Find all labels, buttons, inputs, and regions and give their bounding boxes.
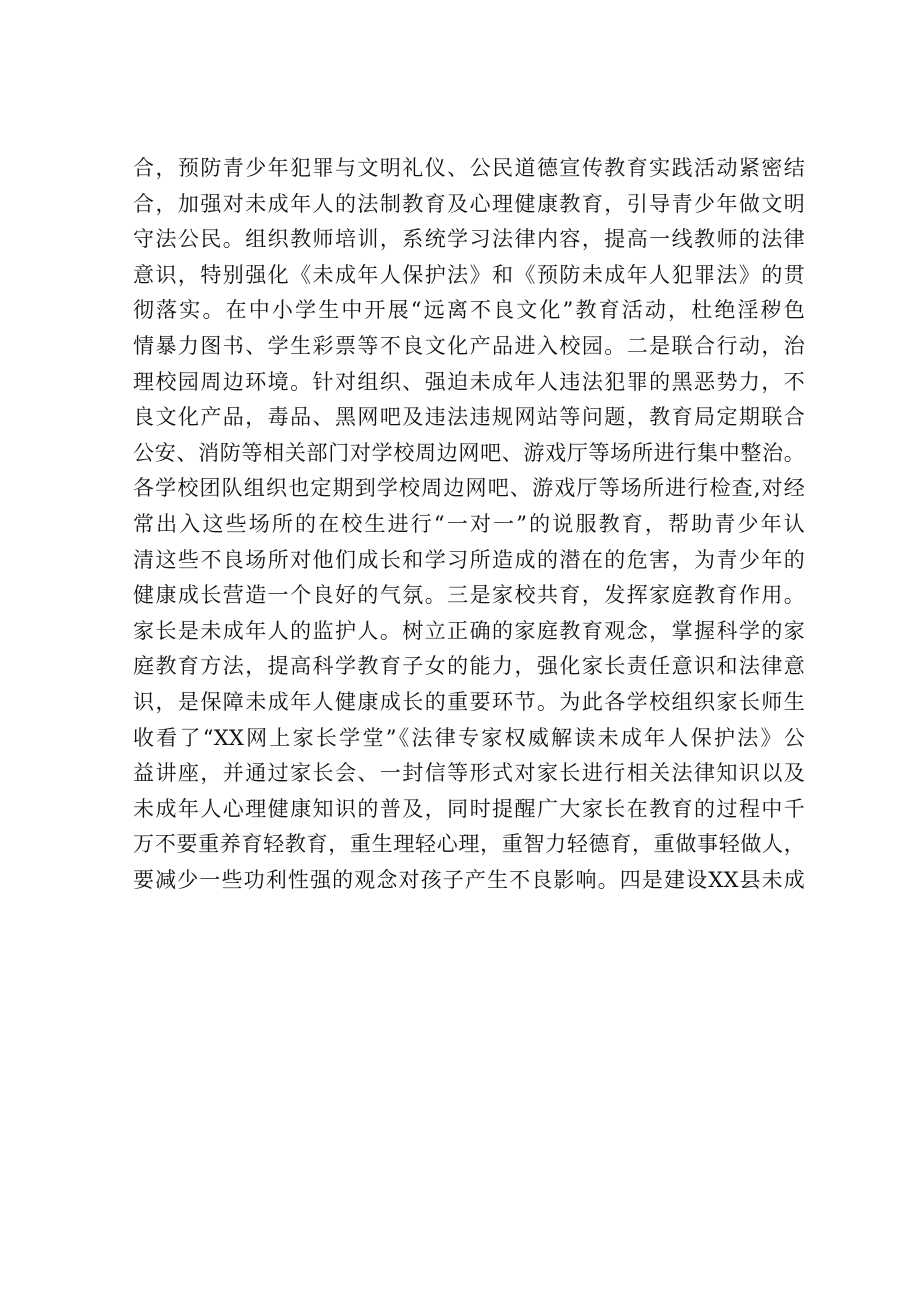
text-line-9: 公安、消防等相关部门对学校周边网吧、游戏厅等场所进行集中整治。 [133,440,805,465]
text-line-21: 要减少一些功利性强的观念对孩子产生不良影响。四是建设XX县未成 [133,867,805,892]
text-line-17: 收看了“XX网上家长学堂”《法律专家权威解读未成年人保护法》公 [133,725,805,750]
text-line-2: 合，加强对未成年人的法制教育及心理健康教育，引导青少年做文明 [133,191,805,216]
text-line-15: 庭教育方法，提高科学教育子女的能力，强化家长责任意识和法律意 [133,654,805,679]
text-line-5: 彻落实。在中小学生中开展“远离不良文化”教育活动，杜绝淫秽色 [133,298,805,323]
text-line-14: 家长是未成年人的监护人。树立正确的家庭教育观念，掌握科学的家 [133,618,805,643]
text-line-7: 理校园周边环境。针对组织、强迫未成年人违法犯罪的黑恶势力，不 [133,369,805,394]
text-line-6: 情暴力图书、学生彩票等不良文化产品进入校园。二是联合行动，治 [133,333,805,358]
text-line-18: 益讲座，并通过家长会、一封信等形式对家长进行相关法律知识以及 [133,761,805,786]
text-line-4: 意识，特别强化《未成年人保护法》和《预防未成年人犯罪法》的贯 [133,262,805,287]
text-line-3: 守法公民。组织教师培训，系统学习法律内容，提高一线教师的法律 [133,227,805,252]
text-line-10: 各学校团队组织也定期到学校周边网吧、游戏厅等场所进行检查,对经 [133,476,805,501]
text-line-13: 健康成长营造一个良好的气氛。三是家校共育，发挥家庭教育作用。 [133,583,805,608]
text-line-8: 良文化产品，毒品、黑网吧及违法违规网站等问题，教育局定期联合 [133,405,805,430]
text-line-20: 万不要重养育轻教育，重生理轻心理，重智力轻德育，重做事轻做人， [133,832,805,857]
text-line-16: 识，是保障未成年人健康成长的重要环节。为此各学校组织家长师生 [133,689,805,714]
text-line-11: 常出入这些场所的在校生进行“一对一”的说服教育，帮助青少年认 [133,511,805,536]
text-line-1: 合，预防青少年犯罪与文明礼仪、公民道德宣传教育实践活动紧密结 [133,156,805,180]
text-line-12: 清这些不良场所对他们成长和学习所造成的潜在的危害，为青少年的 [133,547,805,572]
text-line-19: 未成年人心理健康知识的普及，同时提醒广大家长在教育的过程中千 [133,796,805,821]
body-text [133,151,805,898]
